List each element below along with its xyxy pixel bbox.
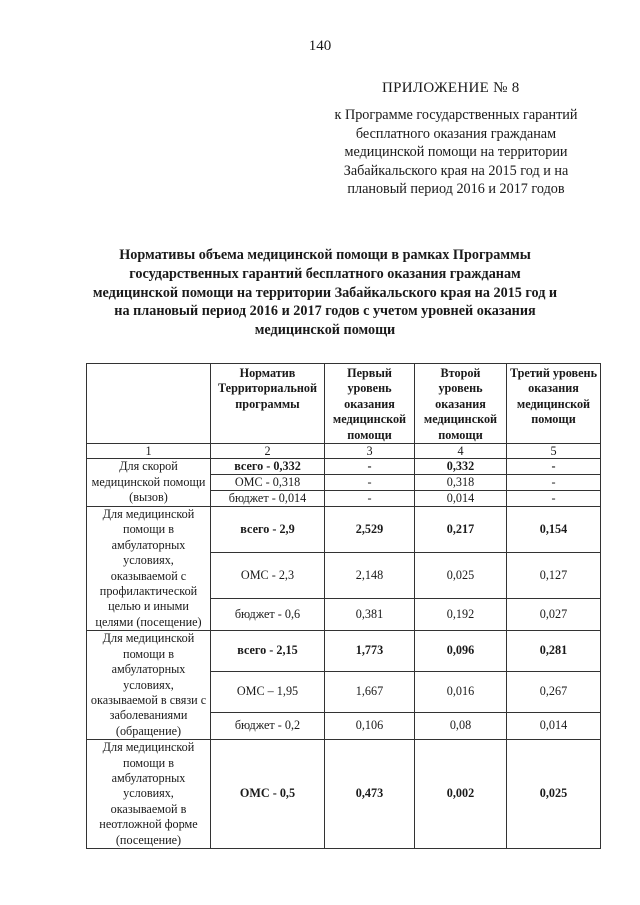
level-1-cell: - <box>325 491 415 507</box>
column-number: 5 <box>507 444 601 459</box>
level-3-cell: 0,281 <box>507 631 601 672</box>
level-3-cell: 0,267 <box>507 672 601 713</box>
level-2-cell: 0,096 <box>415 631 507 672</box>
norm-cell: ОМС – 1,95 <box>211 672 325 713</box>
level-1-cell: 0,473 <box>325 740 415 849</box>
header-cell-level-2: Второй уровень оказания медицинской помощи <box>415 364 507 444</box>
level-3-cell: - <box>507 475 601 491</box>
column-number: 4 <box>415 444 507 459</box>
table-row <box>87 507 601 553</box>
level-3-cell: 0,025 <box>507 740 601 849</box>
level-2-cell: 0,332 <box>415 459 507 475</box>
level-3-cell: - <box>507 491 601 507</box>
level-2-cell: 0,002 <box>415 740 507 849</box>
header-cell-level-3: Третий уровень оказания медицинской помощи <box>507 364 601 444</box>
header-cell-level-1: Первый уровень оказания медицинской помощи <box>325 364 415 444</box>
appendix-subtitle-line: плановый период 2016 и 2017 годов <box>347 181 565 198</box>
appendix-subtitle-line: Забайкальского края на 2015 год и на <box>343 162 569 179</box>
appendix-subtitle <box>308 106 604 199</box>
level-2-cell: 0,014 <box>415 491 507 507</box>
column-number-row <box>87 444 601 459</box>
level-3-cell: 0,154 <box>507 507 601 553</box>
document-title-line: на плановый период 2016 и 2017 годов с учетом уровней оказания <box>114 303 536 320</box>
level-2-cell: 0,217 <box>415 507 507 553</box>
appendix-subtitle-line: медицинской помощи на территории <box>344 144 568 161</box>
appendix-title: ПРИЛОЖЕНИЕ № 8 <box>382 80 520 96</box>
row-description: Для медицинской помощи в амбулаторных условиях, оказываемой в связи с заболеваниями (обращение) <box>87 631 211 740</box>
document-title-line: медицинской помощи <box>254 322 396 339</box>
level-1-cell: 2,148 <box>325 553 415 599</box>
level-1-cell: 0,381 <box>325 599 415 631</box>
column-number: 3 <box>325 444 415 459</box>
norm-cell: бюджет - 0,6 <box>211 599 325 631</box>
norm-cell: ОМС - 2,3 <box>211 553 325 599</box>
level-1-cell: 1,773 <box>325 631 415 672</box>
norm-cell: бюджет - 0,2 <box>211 712 325 739</box>
level-2-cell: 0,016 <box>415 672 507 713</box>
norm-cell: бюджет - 0,014 <box>211 491 325 507</box>
row-description: Для скорой медицинской помощи (вызов) <box>87 459 211 507</box>
level-1-cell: 1,667 <box>325 672 415 713</box>
row-description: Для медицинской помощи в амбулаторных условиях, оказываемой в неотложной форме (посещение) <box>87 740 211 849</box>
level-2-cell: 0,08 <box>415 712 507 739</box>
level-3-cell: 0,014 <box>507 712 601 739</box>
level-1-cell: 0,106 <box>325 712 415 739</box>
page-number: 140 <box>308 38 332 54</box>
header-cell-description <box>87 364 211 444</box>
appendix-subtitle-line: бесплатного оказания гражданам <box>355 125 557 142</box>
level-2-cell: 0,318 <box>415 475 507 491</box>
level-2-cell: 0,025 <box>415 553 507 599</box>
level-3-cell: 0,027 <box>507 599 601 631</box>
table-header-row <box>87 364 601 444</box>
norm-cell: ОМС - 0,318 <box>211 475 325 491</box>
column-number: 1 <box>87 444 211 459</box>
norms-table <box>86 363 601 849</box>
document-title-line: государственных гарантий бесплатного оказания гражданам <box>129 265 521 282</box>
table-row <box>87 631 601 672</box>
row-description: Для медицинской помощи в амбулаторных условиях, оказываемой с профилактической целью и иными целями (посещение) <box>87 507 211 631</box>
appendix-subtitle-line: к Программе государственных гарантий <box>334 107 578 123</box>
document-title-line: медицинской помощи на территории Забайкальского края на 2015 год и <box>92 284 558 301</box>
norm-cell: всего - 0,332 <box>211 459 325 475</box>
column-number: 2 <box>211 444 325 459</box>
header-cell-norm: Норматив Территориальной программы <box>211 364 325 444</box>
norm-cell: ОМС - 0,5 <box>211 740 325 849</box>
level-3-cell: 0,127 <box>507 553 601 599</box>
document-title <box>80 246 570 340</box>
level-1-cell: - <box>325 475 415 491</box>
level-3-cell: - <box>507 459 601 475</box>
document-title-line: Нормативы объема медицинской помощи в рамках Программы <box>119 247 531 263</box>
norm-cell: всего - 2,15 <box>211 631 325 672</box>
table-row <box>87 740 601 849</box>
level-1-cell: - <box>325 459 415 475</box>
level-1-cell: 2,529 <box>325 507 415 553</box>
table-row <box>87 459 601 475</box>
level-2-cell: 0,192 <box>415 599 507 631</box>
norm-cell: всего - 2,9 <box>211 507 325 553</box>
